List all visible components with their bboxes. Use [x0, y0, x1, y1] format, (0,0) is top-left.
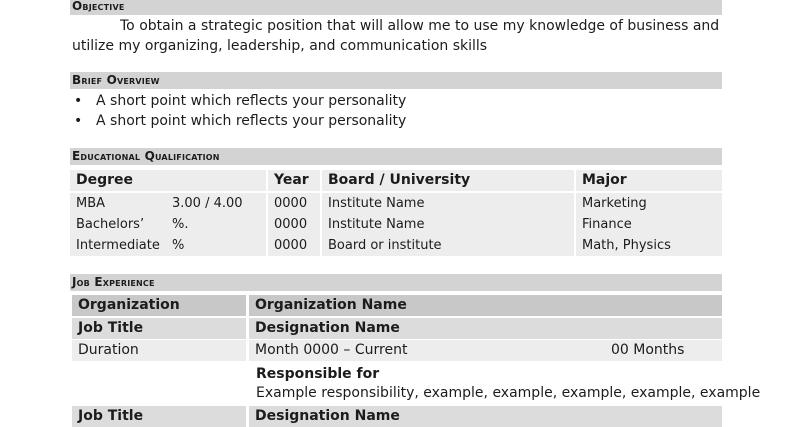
- year-cell: 0000: [268, 193, 320, 214]
- education-heading: Educational Qualification: [70, 148, 722, 165]
- organization-value: Organization Name: [249, 295, 722, 316]
- experience-heading: Job Experience: [70, 274, 722, 291]
- header-year: Year: [268, 170, 320, 191]
- overview-bullet-text: A short point which reflects your personality: [96, 93, 407, 109]
- duration-months: 00 Months: [611, 342, 685, 358]
- degree-name: Intermediate: [76, 238, 160, 253]
- board-cell: Institute Name: [322, 193, 574, 214]
- duration-label: Duration: [72, 340, 246, 361]
- degree-score: %: [172, 238, 185, 253]
- brief-overview-heading: Brief Overview: [70, 72, 722, 89]
- year-cell: 0000: [268, 214, 320, 235]
- responsible-label: Responsible for: [256, 366, 380, 382]
- degree-cell: [70, 193, 266, 214]
- degree-score: %.: [172, 217, 189, 232]
- responsible-text: Example responsibility, example, example, example, example, example: [256, 385, 761, 401]
- board-cell: Board or institute: [322, 235, 574, 256]
- bullet-dot-icon: •: [74, 113, 83, 129]
- overview-bullet-text: A short point which reflects your personality: [96, 113, 407, 129]
- degree-cell: [70, 214, 266, 235]
- major-cell: Marketing: [576, 193, 722, 214]
- year-cell: 0000: [268, 235, 320, 256]
- objective-text: To obtain a strategic position that will allow me to use my knowledge of business and utilize my organizing, leadership, and communication skills: [72, 18, 720, 54]
- major-cell: Math, Physics: [576, 235, 722, 256]
- duration-value: Month 0000 – Current: [255, 342, 408, 358]
- overview-bullet: [74, 111, 406, 131]
- header-degree: Degree: [70, 170, 266, 191]
- duration-cell: [249, 340, 722, 361]
- major-cell: Finance: [576, 214, 722, 235]
- header-board: Board / University: [322, 170, 574, 191]
- degree-name: MBA: [76, 196, 106, 211]
- objective-heading: Objective: [70, 0, 722, 15]
- degree-name: Bachelors’: [76, 217, 145, 232]
- job-title-label: Job Title: [72, 406, 246, 427]
- job-title-value: Designation Name: [249, 318, 722, 339]
- degree-score: 3.00 / 4.00: [172, 196, 243, 211]
- bullet-dot-icon: •: [74, 93, 83, 109]
- overview-bullet: [74, 91, 406, 111]
- job-title-value: Designation Name: [249, 406, 722, 427]
- board-cell: Institute Name: [322, 214, 574, 235]
- degree-cell: [70, 235, 266, 256]
- organization-label: Organization: [72, 295, 246, 316]
- header-major: Major: [576, 170, 722, 191]
- job-title-label: Job Title: [72, 318, 246, 339]
